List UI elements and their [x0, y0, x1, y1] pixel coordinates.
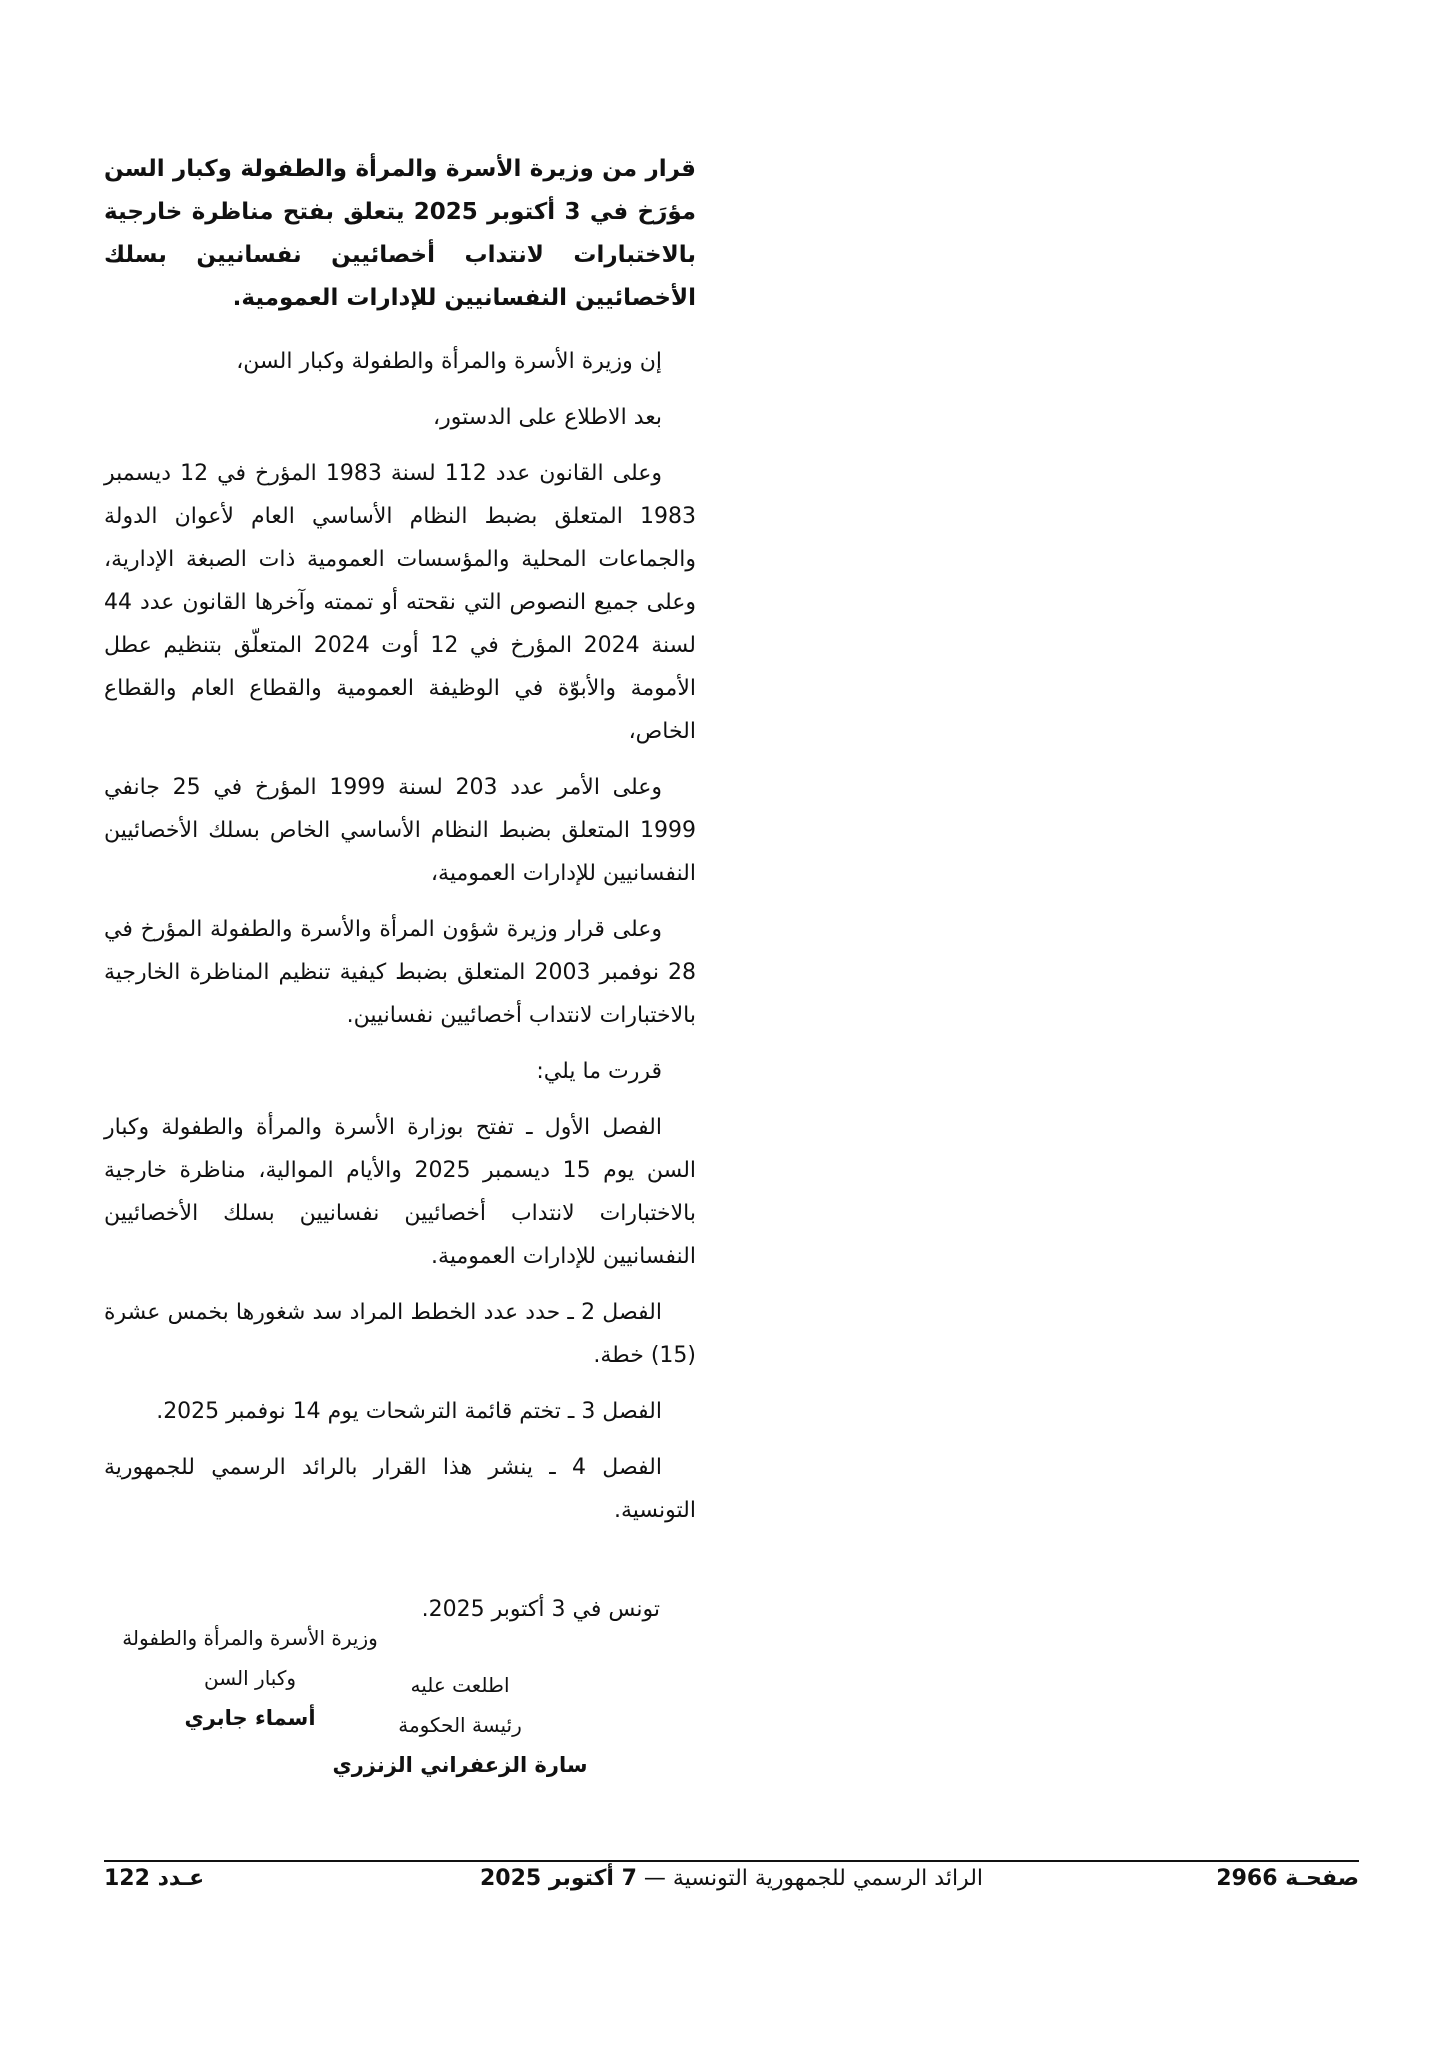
decree-law-ref: وعلى القانون عدد 112 لسنة 1983 المؤرخ في 12 ديسمبر 1983 المتعلق بضبط النظام الأساسي العام لأعوان الدولة والجماعات المحلية والمؤسسات العمومية ذات الصبغة الإدارية، وعلى جميع النصوص التي نقحته أو تممته وآخرها القانون عدد 44 لسنة 2024 المؤرخ في 12 أوت 2024 المتعلّق بتنظيم عطل الأمومة والأبوّة في الوظيفة العمومية والقطاع العام والقطاع الخاص، — [104, 461, 696, 744]
decree-article-1: الفصل الأول ـ تفتح بوزارة الأسرة والمرأة والطفولة وكبار السن يوم 15 ديسمبر 2025 والأيام الموالية، مناظرة خارجية بالاختبارات لانتداب أخصائيين نفسانيين بسلك الأخصائيين النفسانيين للإدارات العمومية. — [104, 1115, 697, 1269]
decree-title: قرار من وزيرة الأسرة والمرأة والطفولة وكبار السن مؤرَخ في 3 أكتوبر 2025 يتعلق بفتح مناظرة خارجية بالاختبارات لانتداب أخصائيين نفسانيين بسلك الأخصائيين النفسانيين للإدارات العمومية. — [104, 156, 696, 311]
minister-name: أسماء جابري — [184, 1706, 316, 1730]
decree-preamble: إن وزيرة الأسرة والمرأة والطفولة وكبار السن، — [236, 349, 662, 374]
minister-title-line2: وكبار السن — [203, 1666, 297, 1690]
pm-title: رئيسة الحكومة — [398, 1713, 522, 1737]
pm-signature — [320, 1665, 600, 1785]
decree-constitution-ref: بعد الاطلاع على الدستور، — [433, 405, 662, 430]
pm-seen-label: اطلعت عليه — [410, 1673, 510, 1697]
decree-prior-decision-ref: وعلى قرار وزيرة شؤون المرأة والأسرة والطفولة المؤرخ في 28 نوفمبر 2003 المتعلق بضبط كيفية تنظيم المناظرة الخارجية بالاختبارات لانتداب أخصائيين نفسانيين. — [104, 917, 696, 1028]
pm-name: سارة الزعفراني الزنزري — [332, 1753, 588, 1777]
decree-article-3: الفصل 3 ـ تختم قائمة الترشحات يوم 14 نوفمبر 2025. — [156, 1399, 662, 1424]
page-footer — [104, 1866, 1359, 1906]
footer-divider — [104, 1860, 1359, 1862]
footer-page-number: صفحـة 2966 — [1216, 1866, 1359, 1891]
decree-article-4: الفصل 4 ـ ينشر هذا القرار بالرائد الرسمي للجمهورية التونسية. — [104, 1455, 696, 1523]
minister-title-line1: وزيرة الأسرة والمرأة والطفولة — [122, 1626, 378, 1650]
footer-journal-date: 7 أكتوبر 2025 — [479, 1866, 637, 1891]
footer-journal-title — [104, 1866, 1359, 1891]
decree-order-ref: وعلى الأمر عدد 203 لسنة 1999 المؤرخ في 25 جانفي 1999 المتعلق بضبط النظام الأساسي الخاص بسلك الأخصائيين النفسانيين للإدارات العمومية، — [104, 775, 696, 886]
decree-date-line: تونس في 3 أكتوبر 2025. — [421, 1597, 660, 1622]
decree-decides: قررت ما يلي: — [536, 1059, 662, 1084]
footer-issue-number: عـدد 122 — [104, 1866, 205, 1891]
decree-article-2: الفصل 2 ـ حدد عدد الخطط المراد سد شغورها بخمس عشرة (15) خطة. — [104, 1300, 696, 1368]
footer-journal-name: الرائد الرسمي للجمهورية التونسية — — [643, 1866, 984, 1891]
decree-column — [104, 148, 696, 1545]
